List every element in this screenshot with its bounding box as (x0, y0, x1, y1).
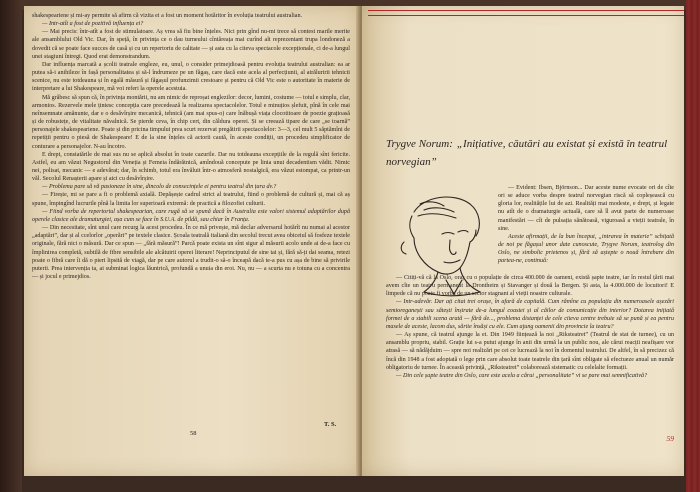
right-top-text (498, 184, 674, 266)
right-paragraph: — Citiți-vă că la Oslo, oraș cu o populație de circa 400.000 de oameni, există șapte teatre, iar în restul țării mai avem cîte un teatru permanent la Drontheim și Stavanger și două la Bergen. Și asta, la 4.000.000 de locuitori! E limpede că nu poate fi vorba de un sector stagnant al vieții noastre culturale. (386, 275, 674, 298)
left-question: — Fiind vorba de repertoriul shakespearian, care rugă să se spună dacă în Australia este valori sistemul adaptărilor după operele clasice ale dramaturgiei, așa cum se face în S.U.A. de pildă, sau chiar în Franța. (32, 208, 350, 223)
left-paragraph: Dar influența marcată a școlii teatrale engleze, eu, unul, o consider primejdioasă pentru evoluția teatrului australian: ea ar putea să-i anihileze în fașă personalitatea și să-l îndrumeze pe un făgaș, care dacă este acela al perfecțiunii, al atrăluririi tehnicii scenice, nu este totdeauna și în egală măsură și făgașul profunzimii crestoare și pentru că Old Vic este o autoritate în materie de interpretare a lui Shakespeare, mă voi referi la operele acestuia. (32, 61, 350, 93)
right-bottom-text (386, 274, 674, 380)
cover-edge-right (686, 0, 700, 492)
left-paragraph: — Din necesitate, sînt unul care recurg la acest procedeu. În ce mă privește, mă declar adversarul hotărît nu numai al acestor „adaptări”, dar și al ccelorlor „operări” pe textele clasice. Școala teatrală italiană din secolul trecut avea obiceiul să fosfeze textele originale, fără nici o măsură. Dar ce spun — „fără măsură”! Parcă poate exista un sînt sigur al măsurii acolo unde ai de-a face cu împlinirea completă, subtilă de fibre sensibile ale alcătuirii operei literare! Neprinciputul de sine tai și, fără să-ți dai seama, retezi poate o fibră care îi dă o pieri lipsită de viagă, dar pe care autorul a trudit-o să-o înceapă dacă te-a pus cu așa de bine să privirile puterii. Prea intervenția ta, ai subminat logica lăuntrică, profundă a unuia din eroi. Nu, nu — a scurta nu e totuna cu a concentra — și jocul e primejdios. (32, 225, 350, 280)
interviewee-name: Trygve Norum: (386, 138, 453, 150)
article-heading (386, 134, 676, 170)
left-paragraph: shakespeariene și mi-ay permite să afirm că vizita ei a fost un moment hotăritor în evoluția teatrului australian. (32, 13, 303, 19)
left-question: — Problema pare să vă pasioneze în sine, dincolo de consecințele ei pentru teatrul din țara dv.? (42, 184, 277, 191)
right-question: — Intr-adevăr. Dar ați citat trei orașe, în afară de capitală. Cum rămîne cu populația din numeroasele așezări semioreganești sau sătești înșirate de-a lungul coastei și al căilor de comunicație din interior? Dotarea inițiată formei de a stabili scena arată — fără de..., problema distanței de cele citeva centre trebuie să se pună și ea pentru masele de aceste, lacom dus, sărite însăși cu ele. Cum ajung oamenii din provincie la teatru? (386, 299, 674, 330)
author-signature: T. S. (324, 421, 337, 428)
right-paragraph: — Evident: Ibsen, Björnson... Dar aceste nume evocate ori de cîte ori se aduce vorba despre teatrul norvegian riscă să copleșească cu gloria lor, realitățile lui de azi. Realități mai modeste, e drept, și legate nu atît de o dramaturgie actuală, care să îl avut parte de numeroase manifestări — cît de pulsația sănătoasă, viguroasă a vieții teatrale, în sine. (498, 185, 674, 232)
left-paragraph: — Mai precis: într-atît a fost de stimulatoare. Aș vrea să fiu bine înțeles. Nici prin gînd nu-mi trece să contest marile merite ale ansamblului Old Vic. Dar, în speță, în privința ce o dau turneului cîntăreața mai curînd alt reprezentant trupa londoneză a dovedit că se poate face succes de casă și cu un repertoriu de calitate — și asta cu la citeva spectacole excepționale, ci de-a lungul unei stagiuni întregi. Quod erat demonstrandum. (32, 29, 350, 60)
left-paragraph: — Firește, mi se pare a fi o problemă axială. Depășește cadrul strict al teatrului, fiind o problemă de cultură și, mai că aș spune, împingînd lucrurile pînă la limita lor superioară extremă: de practică a filozofiei culturii. (32, 192, 350, 207)
left-paragraph: Mă grăbesc să spun că, în privința montării, nu am nimic de reproșat englezilor: decor, lumini, costume — totul e simplu, clar, armonios. Rezervele mele țintesc concepția care precedează la realizarea spectacolelor. Totul e minuțios șlefuit, pînă în cele mai neînsemnate amănunte, dar e o desăvîrșire mecanică, tehnică (am mai spus-o) care înăbușă viața clocotitoare de poezie grațioasă și de robustețe, de vitalitate năvalnică. Se pierde ceva, în chip cert, din căldura operei. Și se creează tipare de care „se toarnă” personajele shakespeariene. Poate și din pricina timpului prea scurt rezervat pregătirii spectacolelor: 3—3, cel mult 5 săptămîni de repetiții pentru o piesă de Shakespeare! E de la sine înțeles că actorii caută, în aceste condiții, un procedeu simplificator de conturare a personajelor. N-au încotro. (32, 94, 351, 150)
left-page (24, 6, 360, 476)
left-paragraph: E drept, constatările de mai sus nu se aplică absolut în toate cazurile. Dar nu totdeauna excepțiile de la regulă sînt fericite. Astfel, eu am văzut Negustorul din Veneția și Femeia îndărătnică, amîndouă concepute pe linia unui decadentism vădit. Nimic nei, polisat, mecanic — e adevărat; dar, în schimb, totul era învăluit într-o atmosferă nostalgică, era văzut estompat, ca printr-un văl. Secolul Renașterii apare și aici cu desăvîrșire. (32, 151, 350, 183)
cover-edge-left (0, 0, 22, 492)
right-paragraph: — Aș spune, că teatrul ajunge la ei. Din 1949 ființează la noi „Riksteatret” (Teatrul de stat de turnee), cu un ansamblu propriu, stabil. Grație lui s-a putut ajunge în anii din urmă la un public nou, ale cărui reacții neafișare vor atrasă — să nădăjduim — spre noi realizări pe cei ce lucrează la noi în domeniul teatrului. De altfel, în să precizez că încă din 1948 a fost adoptată o lege prin care absolut toate teatrele din țară sînt obligate să efectueze anual un număr obligatoriu de turnee. În această privință, „Riksteatret” colaborează sistematic cu celelalte formații. (386, 332, 674, 371)
header-rule (368, 10, 684, 16)
right-page-number: 59 (666, 434, 674, 443)
left-page-number: 58 (190, 430, 197, 437)
right-intro: Aceste afirmații, de la bun început, „intrarea în materie” schițată de noi pe făgașul unor date cunoscute, Trygve Norum, teatrolog din Oslo, ne simbolic prietenos și, fără să aștepte o nouă întrebare din partea-ne, continuă: (498, 233, 674, 265)
left-question: — Intr-atît a fost de pozitivă influența ei? (42, 21, 144, 28)
article-title: „Inițiative, căutări au existat și există în teatrul norvegian” (386, 138, 668, 168)
right-question: — Din cele șapte teatre din Oslo, care este acela a cărui „personalitate” vi se pare mai semnificativă? (396, 372, 648, 379)
right-page (362, 6, 684, 476)
left-page-text (32, 12, 350, 281)
